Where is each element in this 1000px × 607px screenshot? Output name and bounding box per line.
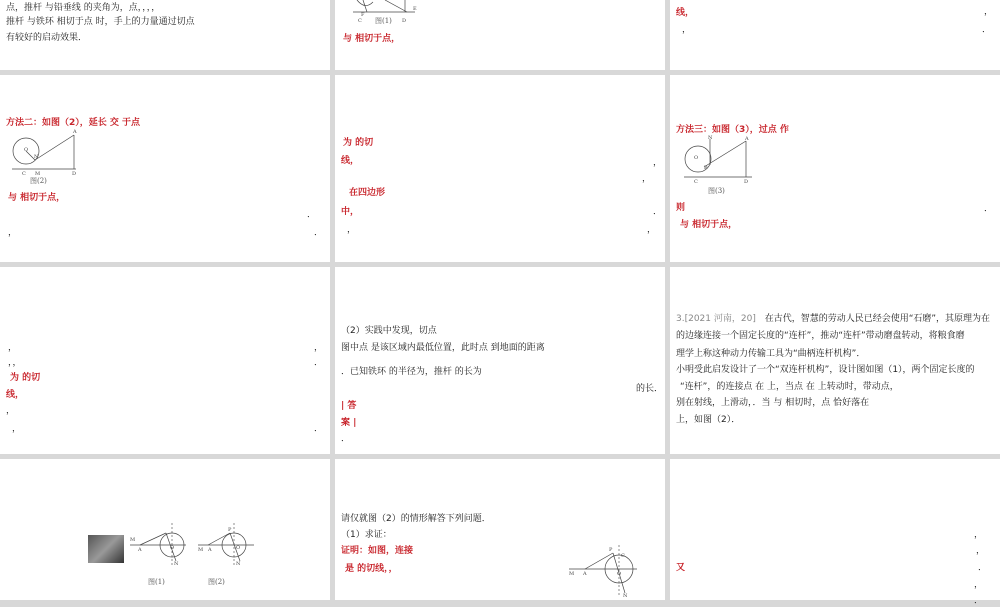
svg-text:N: N: [34, 154, 39, 160]
problem-line-5: “连杆”，的连接点 在 上，当点 在 上转动时，带动点，: [680, 382, 899, 392]
source-tag: 3.[2021 河南，20]: [676, 314, 756, 324]
slide-thumbnail-3[interactable]: [670, 0, 1000, 70]
svg-text:N: N: [708, 135, 713, 141]
punct-mark: ．: [984, 204, 994, 214]
proof-text-red: 与 相切于点，: [343, 34, 401, 44]
punct-mark: ．: [982, 25, 992, 35]
punct-mark: ，: [647, 225, 657, 235]
punct-mark: ，: [642, 174, 652, 184]
proof-text-red: 与 相切于点，: [8, 193, 66, 203]
svg-text:A: A: [208, 547, 212, 553]
punct-mark: ，: [974, 580, 984, 590]
svg-text:O: O: [24, 147, 29, 153]
svg-text:D: D: [72, 171, 77, 177]
proof-text-red: 在四边形: [349, 188, 386, 198]
svg-text:F: F: [361, 12, 365, 18]
proof-text-red: 证明：如图，连接: [341, 546, 414, 556]
svg-text:M: M: [198, 547, 204, 553]
proof-text-red: 为 的切: [343, 138, 374, 148]
proof-text-red: 为 的切: [10, 373, 41, 383]
question-line: 图中点 是该区域内最低位置，此时点 到地面的距离: [341, 343, 545, 353]
problem-line-4: 小明受此启发设计了一个“双连杆机构”，设计图如图（1），两个固定长度的: [676, 365, 975, 375]
mechanism-figure-2: [194, 519, 258, 567]
problem-line-1: [676, 313, 990, 325]
svg-text:D: D: [402, 18, 407, 24]
svg-text:M: M: [569, 571, 575, 577]
svg-text:A: A: [583, 571, 587, 577]
slide-thumbnail-12[interactable]: [670, 459, 1000, 606]
mechanism-figure-1: [126, 519, 190, 567]
method-title: 方法二：如图（2），延长 交 于点: [6, 118, 141, 128]
punct-mark: ．: [314, 358, 324, 368]
slide-thumbnail-2[interactable]: [335, 0, 665, 70]
question-line: （2）实践中发现，切点: [341, 326, 437, 336]
slide1-line3: 有较好的启动效果．: [6, 33, 88, 43]
punct-mark: ，: [6, 406, 16, 416]
punct-mark: ．: [978, 563, 988, 573]
slide-thumbnail-6[interactable]: [670, 75, 1000, 262]
geometry-figure-2: [8, 129, 88, 177]
punct-mark: ．: [314, 228, 324, 238]
punct-mark: ．: [314, 424, 324, 434]
punct-mark: ，: [653, 158, 663, 168]
svg-text:O: O: [617, 571, 622, 577]
svg-text:C: C: [694, 179, 698, 185]
svg-text:C: C: [358, 18, 362, 24]
svg-text:B: B: [704, 165, 708, 171]
figure-caption: 图(2): [30, 177, 47, 185]
figure-caption: 图(2): [208, 578, 225, 586]
question-line: 请仅就图（2）的情形解答下列问题．: [341, 514, 491, 524]
slide1-line2: 推杆 与铁环 相切于点 时，手上的力量通过切点: [6, 17, 195, 27]
millstone-photo: [88, 535, 124, 563]
punct-mark: ，: [8, 343, 18, 353]
figure-caption: 图(1): [375, 17, 392, 25]
punct-mark: ，: [682, 25, 692, 35]
punct-mark: ．: [341, 434, 351, 444]
question-line: ．已知铁环 的半径为，推杆 的长为: [341, 367, 482, 377]
svg-text:P: P: [228, 527, 232, 533]
svg-text:D: D: [744, 179, 749, 185]
answer-tag: | 答: [341, 401, 357, 411]
slide-thumbnail-1[interactable]: [0, 0, 330, 70]
punct-mark: ，: [984, 7, 994, 17]
svg-text:P: P: [609, 547, 613, 553]
proof-text-red: 又: [676, 563, 686, 573]
slide-thumbnail-4[interactable]: [0, 75, 330, 262]
svg-text:N: N: [174, 561, 179, 567]
svg-text:O: O: [236, 545, 241, 551]
svg-text:A: A: [745, 136, 749, 142]
proof-text-red: 线，: [341, 156, 360, 166]
problem-line-6: 别在射线，上滑动，．当 与 相切时，点 恰好落在: [676, 398, 870, 408]
proof-figure: [567, 539, 647, 599]
question-line: （1）求证：: [341, 530, 392, 540]
svg-text:A: A: [138, 547, 142, 553]
slide-thumbnail-9[interactable]: [670, 267, 1000, 454]
figure-caption: 图(1): [148, 578, 165, 586]
punct-mark: ．: [307, 210, 317, 220]
method-title: 方法三：如图（3），过点 作: [676, 125, 789, 135]
punct-mark: ，: [974, 530, 984, 540]
problem-text: 在古代，智慧的劳动人民已经会使用“石磨”，其原理为在: [764, 314, 991, 324]
punct-mark: ，: [976, 546, 986, 556]
slide-thumbnail-11[interactable]: [335, 459, 665, 600]
svg-text:O: O: [694, 155, 699, 161]
slide-thumbnail-5[interactable]: [335, 75, 665, 262]
slide-thumbnail-10[interactable]: [0, 459, 330, 600]
proof-text-red: 线，: [6, 390, 25, 400]
svg-text:M: M: [130, 537, 136, 543]
punct-mark: ．: [974, 596, 984, 606]
slide-thumbnail-7[interactable]: [0, 267, 330, 454]
proof-text-red: 则: [676, 203, 686, 213]
slide1-line1: 点，推杆 与铅垂线 的夹角为，点，，，，: [6, 3, 161, 13]
svg-text:N: N: [623, 593, 628, 599]
problem-line-3: 理学上称这种动力传输工具为“曲柄连杆机构”．: [676, 349, 866, 359]
proof-text-red: 是 的切线，，: [345, 564, 398, 574]
answer-tag: 案 |: [341, 418, 357, 428]
geometry-figure-3: [680, 135, 760, 185]
punct-mark: ，: [12, 424, 22, 434]
svg-text:M: M: [35, 171, 41, 177]
svg-text:C: C: [621, 553, 625, 559]
punct-mark: ．: [653, 207, 663, 217]
proof-text-red: 线，: [676, 8, 695, 18]
proof-text-red: 与 相切于点，: [680, 220, 738, 230]
punct-mark: ，，: [8, 358, 22, 368]
svg-text:O: O: [170, 545, 175, 551]
figure-caption: 图(3): [708, 187, 725, 195]
question-line: 的长．: [636, 384, 664, 394]
punct-mark: ，: [314, 343, 324, 353]
svg-text:C: C: [22, 171, 26, 177]
svg-text:A: A: [73, 129, 77, 135]
punct-mark: ，: [347, 225, 357, 235]
problem-line-2: 的边缘连接一个固定长度的“连杆”，推动“连杆”带动磨盘转动，将粮食磨: [676, 331, 965, 341]
svg-text:E: E: [413, 6, 417, 12]
slide-thumbnail-8[interactable]: [335, 267, 665, 454]
svg-text:N: N: [236, 561, 241, 567]
problem-line-7: 上，如图（2）．: [676, 415, 741, 425]
punct-mark: ，: [8, 228, 18, 238]
proof-text-red: 中，: [341, 207, 360, 217]
